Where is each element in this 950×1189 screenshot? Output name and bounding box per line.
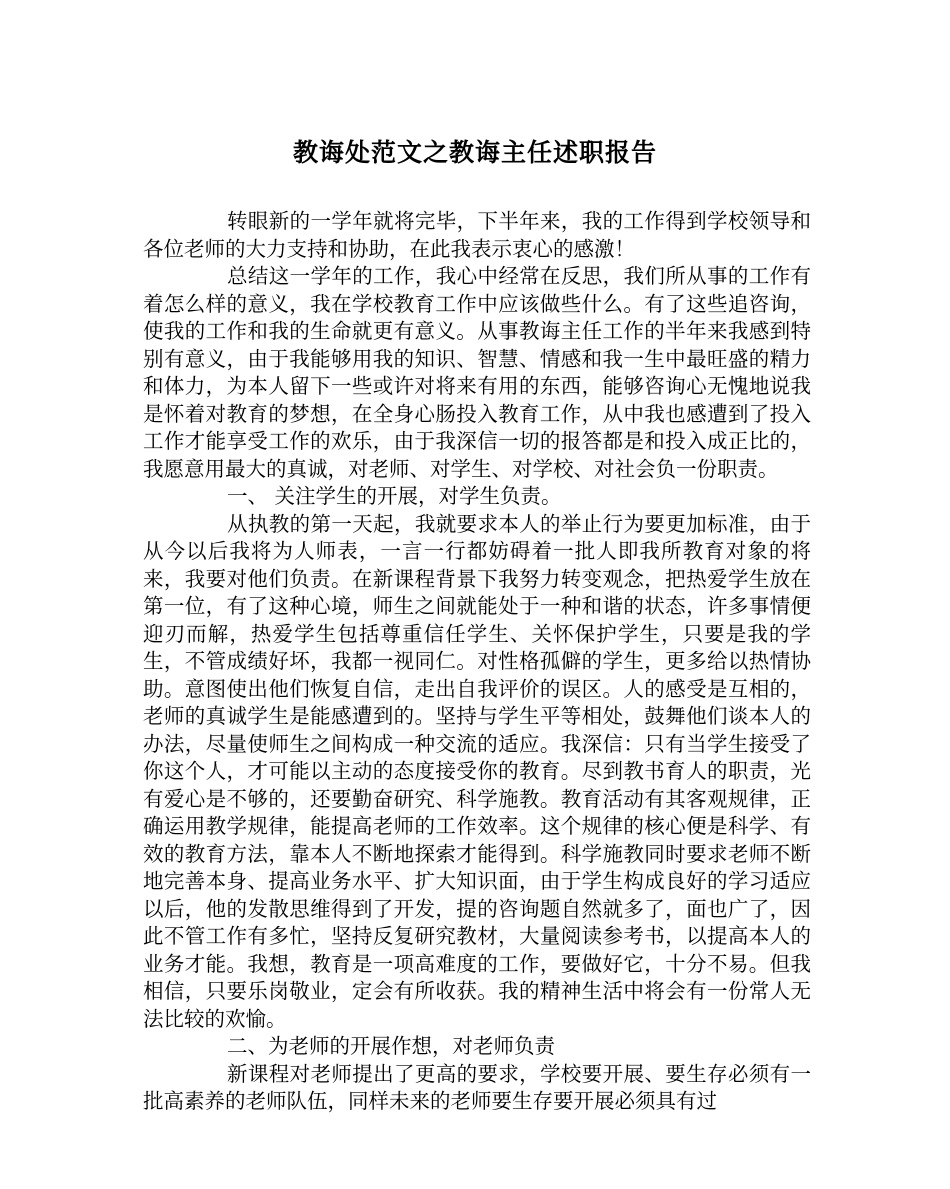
- document-body: [143, 208, 811, 1116]
- section-heading-1: 一、 关注学生的开展，对学生负责。: [227, 484, 562, 508]
- paragraph-teachers: 新课程对老师提出了更高的要求，学校要开展、要生存必须有一批高素养的老师队伍，同样未来的老师要生存要开展必须具有过: [143, 1061, 811, 1113]
- document-title: 教诲处范文之教诲主任述职报告: [292, 138, 657, 167]
- paragraph-students: 从执教的第一天起，我就要求本人的举止行为要更加标准，由于从今以后我将为人师表，一言一行都妨碍着一批人即我所教育对象的将来，我要对他们负责。在新课程背景下我努力转变观念，把热爱学生放在第一位，有了这种心境，师生之间就能处于一种和谐的状态，许多事情便迎刃而解，热爱学生包括尊重信任学生、关怀保护学生，只要是我的学生，不管成绩好坏，我都一视同仁。对性格孤僻的学生，更多给以热情协助。意图使出他们恢复自信，走出自我评价的误区。人的感受是互相的，老师的真诚学生是能感遭到的。坚持与学生平等相处，鼓舞他们谈本人的办法，尽量使师生之间构成一种交流的适应。我深信：只有当学生接受了你这个人，才可能以主动的态度接受你的教育。尽到教书育人的职责，光有爱心是不够的，还要勤奋研究、科学施教。教育活动有其客观规律，正确运用教学规律，能提高老师的工作效率。这个规律的核心便是科学、有效的教育方法，靠本人不断地探索才能得到。科学施教同时要求老师不断地完善本身、提高业务水平、扩大知识面，由于学生构成良好的学习适应以后，他的发散思维得到了开发，提的咨询题自然就多了，面也广了，因此不管工作有多忙，坚持反复研究教材，大量阅读参考书，以提高本人的业务才能。我想，教育是一项高难度的工作，要做好它，十分不易。但我相信，只要乐岗敬业，定会有所收获。我的精神生活中将会有一份常人无法比较的欢愉。: [143, 511, 811, 1031]
- section-heading-2: 二、为老师的开展作想，对老师负责: [227, 1034, 555, 1058]
- paragraph-summary: 总结这一学年的工作，我心中经常在反思，我们所从事的工作有着怎么样的意义，我在学校教育工作中应该做些什么。有了这些追咨询，使我的工作和我的生命就更有意义。从事教诲主任工作的半年来我感到特别有意义，由于我能够用我的知识、智慧、情感和我一生中最旺盛的精力和体力，为本人留下一些或许对将来有用的东西，能够咨询心无愧地说我是怀着对教育的梦想，在全身心肠投入教育工作，从中我也感遭到了投入工作才能享受工作的欢乐，由于我深信一切的报答都是和投入成正比的，我愿意用最大的真诚，对老师、对学生、对学校、对社会负一份职责。: [143, 264, 811, 481]
- paragraph-intro: 转眼新的一学年就将完毕，下半年来，我的工作得到学校领导和各位老师的大力支持和协助，在此我表示衷心的感激！: [143, 209, 811, 261]
